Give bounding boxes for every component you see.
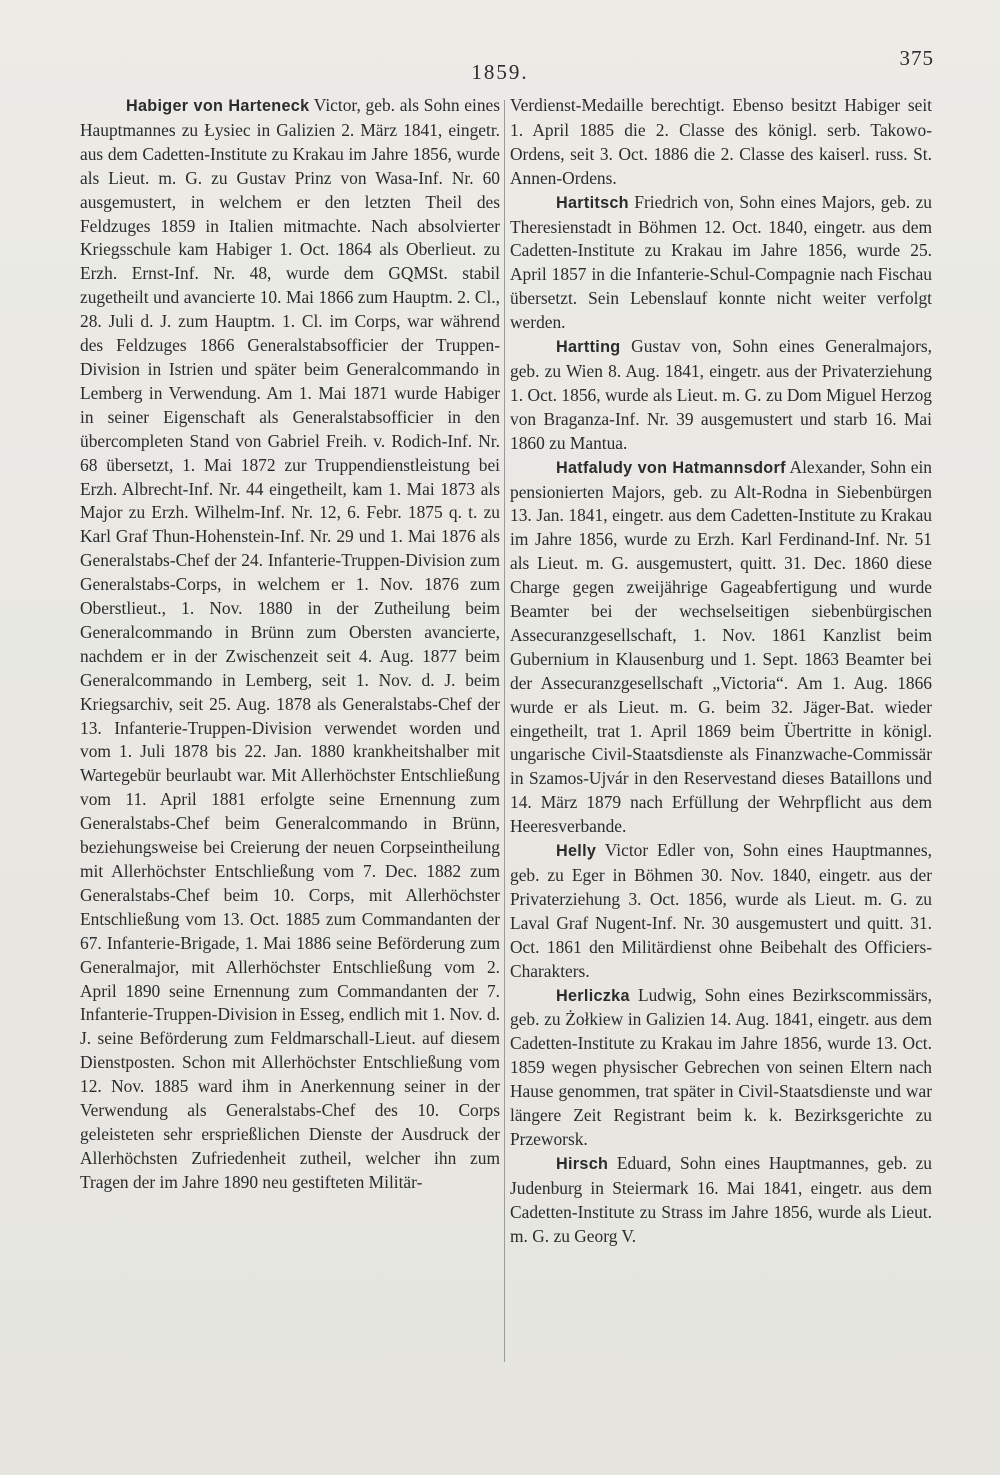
running-head-year: 1859. [471, 60, 529, 84]
entry-text: Victor, geb. als Sohn eines Hauptmannes zu Łysiec in Galizien 2. März 1841, eingetr. aus dem Cadetten-Institute zu Krakau im Jahre 1856, wurde als Lieut. m. G. zu Gustav Prinz von Wasa-Inf. Nr. 60 ausgemustert, in welchem er den letzten Theil des Feldzuges 1859 in Italien mitmachte. Nach absolvierter Kriegsschule kam Habiger 1. Oct. 1864 als Oberlieut. zu Erzh. Ernst-Inf. Nr. 48, wurde dem GQMSt. stabil zugetheilt und avancierte 10. Mai 1866 zum Hauptm. 2. Cl., 28. Juli d. J. zum Hauptm. 1. Cl. im Corps, war während des Feldzuges 1866 Generalstabsofficier der Truppen-Division in Istrien und später beim Generalcommando in Lemberg in Verwendung. Am 1. Mai 1871 wurde Habiger in seiner Eigenschaft als Generalstabsofficier in den übercompleten Stand von Gabriel Freih. v. Rodich-Inf. Nr. 68 übersetzt, 1. Mai 1872 zur Truppendienstleistung bei Erzh. Albrecht-Inf. Nr. 44 eingetheilt, kam 1. Mai 1873 als Major zu Erzh. Wilhelm-Inf. Nr. 12, 6. Febr. 1875 q. t. zu Karl Graf Thun-Hohenstein-Inf. Nr. 29 und 1. Mai 1876 als Generalstabs-Chef der 24. Infanterie-Truppen-Division zum Generalstabs-Corps, in welchem er 1. Nov. 1876 zum Oberstlieut., 1. Nov. 1880 in der Zutheilung beim Generalcommando in Brünn zum Obersten avancierte, nachdem er in der Zwischenzeit seit 4. Aug. 1877 beim Generalcommando in Lemberg, seit 1. Nov. d. J. beim Kriegsarchiv, seit 25. Aug. 1878 als Generalstabs-Chef der 13. Infanterie-Truppen-Division verwendet worden und vom 1. Juli 1878 bis 22. Jan. 1880 krankheitshalber mit Wartegebür beurlaubt war. Mit Allerhöchster Entschließung vom 11. April 1881 erfolgte seine Ernennung zum Generalstabs-Chef beim Generalcommando in Brünn, beziehungsweise bei Creierung der neuen Corpseintheilung mit Allerhöchster Entschließung vom 7. Dec. 1882 zum Generalstabs-Chef beim 10. Corps, mit Allerhöchster Entschließung vom 13. Oct. 1885 zum Commandanten der 67. Infanterie-Brigade, 1. Mai 1886 seine Beförderung zum Generalmajor, mit Allerhöchster Entschließung vom 2. April 1890 seine Ernennung zum Commandanten der 7. Infanterie-Truppen-Division in Esseg, endlich mit 1. Nov. d. J. seine Beförderung zum Feldmarschall-Lieut. auf diesem Dienstposten. Schon mit Allerhöchster Entschließung vom 12. Nov. 1885 ward ihm in Anerkennung seiner in der Verwendung als Generalstabs-Chef des 10. Corps geleisteten sehr ersprießlichen Dienste der Ausdruck der Allerhöchsten Zufriedenheit zutheil, welcher ihn zum Tragen der im Jahre 1890 neu gestifteten Militär- [80, 95, 500, 1192]
entry-name: Herliczka [556, 986, 630, 1005]
entry [80, 94, 500, 1195]
column-divider [504, 100, 505, 1362]
entry-name: Helly [556, 842, 597, 861]
entry-text: Victor Edler von, Sohn eines Hauptmannes, geb. zu Eger in Böhmen 30. Nov. 1840, eingetr. aus der Privaterziehung 3. Oct. 1856, wurde als Lieut. m. G. zu Laval Graf Nugent-Inf. Nr. 30 ausgemustert und quitt. 31. Oct. 1861 den Militärdienst ohne Beibehalt des Officiers-Charakters. [510, 840, 932, 981]
entry-text: Eduard, Sohn eines Hauptmannes, geb. zu Judenburg in Steiermark 16. Mai 1841, eingetr. aus dem Cadetten-Institute zu Strass im Jahre 1856, wurde als Lieut. m. G. zu Georg V. [510, 1152, 932, 1246]
entry-name: Hirsch [556, 1154, 609, 1173]
entry-name: Hartting [556, 338, 621, 357]
entry [510, 456, 932, 840]
entry-text: Alexander, Sohn ein pensionierten Majors, geb. zu Alt-Rodna in Siebenbürgen 13. Jan. 1841, eingetr. aus dem Cadetten-Institute zu Krakau im Jahre 1856, wurde zu Erzh. Karl Ferdinand-Inf. Nr. 51 als Lieut. m. G. ausgemustert, quitt. 31. Dec. 1860 diese Charge gegen zweijährige Gageabfertigung und wurde Beamter bei der wechselseitigen siebenbürgischen Assecuranzgesellschaft, 1. Nov. 1861 Kanzlist beim Gubernium in Klausenburg und 1. Sept. 1863 Beamter bei der Assecuranzgesellschaft „Victoria“. Am 1. Aug. 1866 wurde er als Lieut. m. G. beim 32. Jäger-Bat. wieder eingetheilt, trat 1. April 1869 beim Übertritte in königl. ungarische Civil-Staatsdienste als Finanzwache-Commissär in Szamos-Ujvár in den Reservestand dieses Bataillons und 14. März 1879 nach Erfüllung der Wehrpflicht aus dem Heeresverbande. [510, 456, 932, 837]
entry-text: Verdienst-Medaille berechtigt. Ebenso besitzt Habiger seit 1. April 1885 die 2. Classe des königl. serb. Takowo-Ordens, seit 3. Oct. 1886 die 2. Classe des kaiserl. russ. St. Annen-Ordens. [510, 95, 932, 188]
entry-name: Habiger von Harteneck [126, 97, 310, 115]
page-number: 375 [899, 46, 934, 70]
right-column [510, 94, 932, 1249]
entry [510, 1152, 932, 1249]
entry [510, 94, 932, 191]
entry-text: Gustav von, Sohn eines Generalmajors, geb. zu Wien 8. Aug. 1841, eingetr. aus der Privaterziehung 1. Oct. 1856, wurde als Lieut. m. G. zu Dom Miguel Herzog von Braganza-Inf. Nr. 39 ausgemustert und starb 16. Mai 1860 zu Mantua. [510, 336, 932, 453]
left-column [80, 94, 500, 1195]
entry [510, 984, 932, 1152]
entry [510, 839, 932, 983]
entry-name: Hatfaludy von Hatmannsdorf [556, 458, 786, 477]
entry [510, 335, 932, 456]
entry [510, 191, 932, 335]
entry-name: Hartitsch [556, 193, 629, 212]
entry-text: Ludwig, Sohn eines Bezirkscommissärs, geb. zu Żołkiew in Galizien 14. Aug. 1841, eingetr. aus dem Cadetten-Institute zu Krakau im Jahre 1856, wurde 13. Oct. 1859 wegen physischer Gebrechen von seinen Eltern nach Hause genommen, trat später in Civil-Staatsdienste und war längere Zeit Registrant beim k. k. Bezirksgerichte zu Przeworsk. [510, 984, 932, 1149]
entry-text: Friedrich von, Sohn eines Majors, geb. zu Theresienstadt in Böhmen 12. Oct. 1840, eingetr. aus dem Cadetten-Institute zu Krakau im Jahre 1856, wurde 25. April 1857 in die Infanterie-Schul-Compagnie nach Fischau übersetzt. Sein Lebenslauf konnte nicht weiter verfolgt werden. [510, 191, 932, 333]
